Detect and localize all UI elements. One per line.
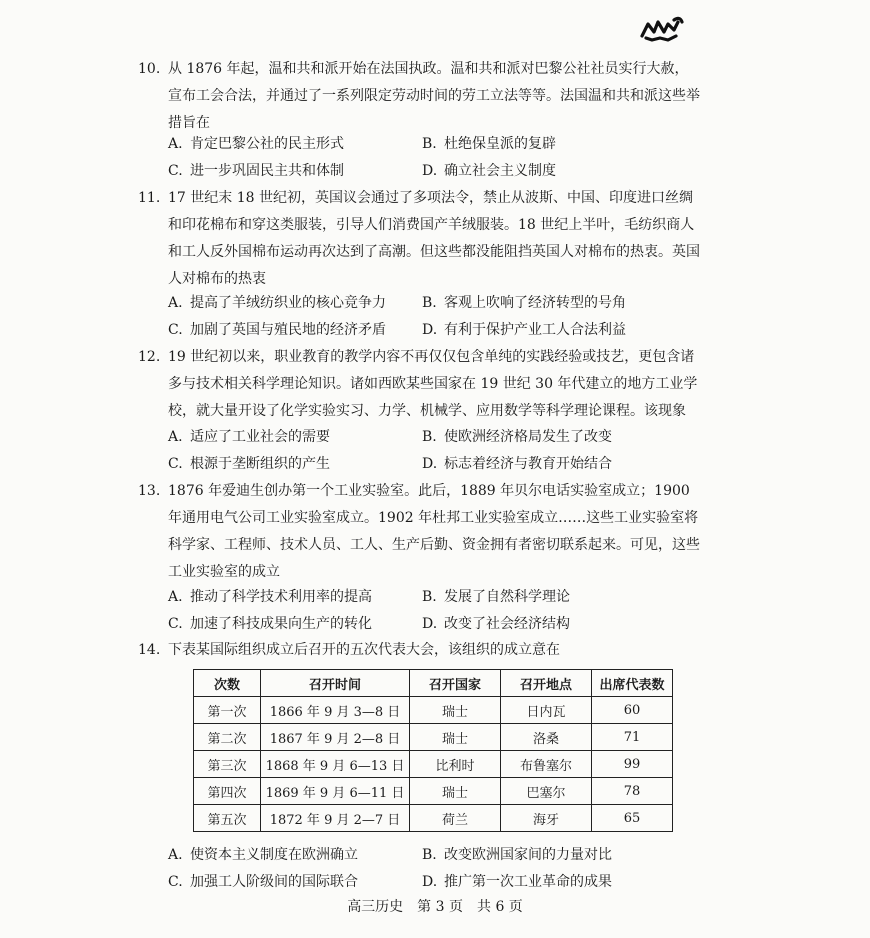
option-a[interactable]: A. 使资本主义制度在欧洲确立 xyxy=(168,847,358,863)
table-header-row xyxy=(194,670,673,697)
table-cell: 1867 年 9 月 2—8 日 xyxy=(261,724,410,751)
option-a[interactable]: A. 肯定巴黎公社的民主形式 xyxy=(168,136,344,152)
option-a[interactable]: A. 推动了科学技术利用率的提高 xyxy=(168,589,372,605)
question-12-options xyxy=(168,424,708,478)
question-14 xyxy=(140,637,700,664)
option-b[interactable]: B. 发展了自然科学理论 xyxy=(422,589,570,605)
option-c[interactable]: C. 加剧了英国与殖民地的经济矛盾 xyxy=(168,322,386,338)
column-header: 出席代表数 xyxy=(592,670,673,697)
question-11-options xyxy=(168,290,708,344)
table-cell: 荷兰 xyxy=(410,805,501,832)
question-number: 13. xyxy=(138,483,161,499)
table-cell: 海牙 xyxy=(501,805,592,832)
table-cell: 瑞士 xyxy=(410,778,501,805)
question-stem: 下表某国际组织成立后召开的五次代表大会，该组织的成立意在 xyxy=(168,642,560,658)
table-cell: 1866 年 9 月 3—8 日 xyxy=(261,697,410,724)
table-row xyxy=(194,697,673,724)
question-stem: 1876 年爱迪生创办第一个工业实验室。此后，1889 年贝尔电话实验室成立；1900 年通用电气公司工业实验室成立。1902 年杜邦工业实验室成立……这些工业实验室将科学家、工程师、技术人员、工人、生产后勤、资金拥有者密切联系起来。可见，这些工业实验室的成立 xyxy=(168,483,700,580)
column-header: 召开时间 xyxy=(261,670,410,697)
table-row xyxy=(194,751,673,778)
table-cell: 比利时 xyxy=(410,751,501,778)
table-cell: 1868 年 9 月 6—13 日 xyxy=(261,751,410,778)
column-header: 召开地点 xyxy=(501,670,592,697)
table-row xyxy=(194,778,673,805)
question-12 xyxy=(140,344,700,425)
option-d[interactable]: D. 推广第一次工业革命的成果 xyxy=(422,874,612,890)
column-header: 召开国家 xyxy=(410,670,501,697)
question-stem: 从 1876 年起，温和共和派开始在法国执政。温和共和派对巴黎公社社员实行大赦，宣布工会合法，并通过了一系列限定劳动时间的劳工立法等等。法国温和共和派这些举措旨在 xyxy=(168,61,700,131)
table-row xyxy=(194,805,673,832)
table-cell: 瑞士 xyxy=(410,697,501,724)
question-number: 14. xyxy=(138,642,161,658)
table-cell: 布鲁塞尔 xyxy=(501,751,592,778)
table-cell: 1869 年 9 月 6—11 日 xyxy=(261,778,410,805)
question-number: 12. xyxy=(138,349,161,365)
option-d[interactable]: D. 改变了社会经济结构 xyxy=(422,616,570,632)
option-b[interactable]: B. 使欧洲经济格局发生了改变 xyxy=(422,429,612,445)
table-cell: 洛桑 xyxy=(501,724,592,751)
option-c[interactable]: C. 加强工人阶级间的国际联合 xyxy=(168,874,358,890)
question-14-options xyxy=(168,842,708,896)
congress-table xyxy=(193,669,673,832)
table-cell: 60 xyxy=(592,697,673,724)
table-cell: 第四次 xyxy=(194,778,261,805)
option-d[interactable]: D. 确立社会主义制度 xyxy=(422,163,556,179)
table-row xyxy=(194,724,673,751)
table-cell: 巴塞尔 xyxy=(501,778,592,805)
question-11 xyxy=(140,185,700,293)
table-cell: 71 xyxy=(592,724,673,751)
option-a[interactable]: A. 提高了羊绒纺织业的核心竞争力 xyxy=(168,295,386,311)
option-d[interactable]: D. 标志着经济与教育开始结合 xyxy=(422,456,612,472)
option-b[interactable]: B. 改变欧洲国家间的力量对比 xyxy=(422,847,612,863)
option-c[interactable]: C. 根源于垄断组织的产生 xyxy=(168,456,330,472)
table-cell: 日内瓦 xyxy=(501,697,592,724)
column-header: 次数 xyxy=(194,670,261,697)
table-cell: 第三次 xyxy=(194,751,261,778)
table-cell: 瑞士 xyxy=(410,724,501,751)
option-b[interactable]: B. 客观上吹响了经济转型的号角 xyxy=(422,295,626,311)
question-10 xyxy=(140,56,700,137)
option-d[interactable]: D. 有利于保护产业工人合法利益 xyxy=(422,322,626,338)
question-number: 10. xyxy=(138,61,161,77)
bull-logo-icon xyxy=(638,14,684,44)
table-cell: 78 xyxy=(592,778,673,805)
question-10-options xyxy=(168,131,708,185)
question-13 xyxy=(140,478,700,586)
table-cell: 65 xyxy=(592,805,673,832)
option-b[interactable]: B. 杜绝保皇派的复辟 xyxy=(422,136,556,152)
table-cell: 1872 年 9 月 2—7 日 xyxy=(261,805,410,832)
question-number: 11. xyxy=(138,190,161,206)
table-cell: 第二次 xyxy=(194,724,261,751)
page-footer: 高三历史 第 3 页 共 6 页 xyxy=(347,899,523,915)
table-cell: 99 xyxy=(592,751,673,778)
question-stem: 17 世纪末 18 世纪初，英国议会通过了多项法令，禁止从波斯、中国、印度进口丝绸和印花棉布和穿这类服装，引导人们消费国产羊绒服装。18 世纪上半叶，毛纺织商人和工人反外国棉布运动再次达到了高潮。但这些都没能阻挡英国人对棉布的热衷。英国人对棉布的热衷 xyxy=(168,190,700,287)
option-a[interactable]: A. 适应了工业社会的需要 xyxy=(168,429,330,445)
question-13-options xyxy=(168,584,708,638)
option-c[interactable]: C. 加速了科技成果向生产的转化 xyxy=(168,616,372,632)
table-cell: 第一次 xyxy=(194,697,261,724)
table-cell: 第五次 xyxy=(194,805,261,832)
question-stem: 19 世纪初以来，职业教育的教学内容不再仅仅包含单纯的实践经验或技艺，更包含诸多与技术相关科学理论知识。诸如西欧某些国家在 19 世纪 30 年代建立的地方工业学校，就大量开设了化学实验实习、力学、机械学、应用数学等科学理论课程。该现象 xyxy=(168,349,698,419)
option-c[interactable]: C. 进一步巩固民主共和体制 xyxy=(168,163,344,179)
